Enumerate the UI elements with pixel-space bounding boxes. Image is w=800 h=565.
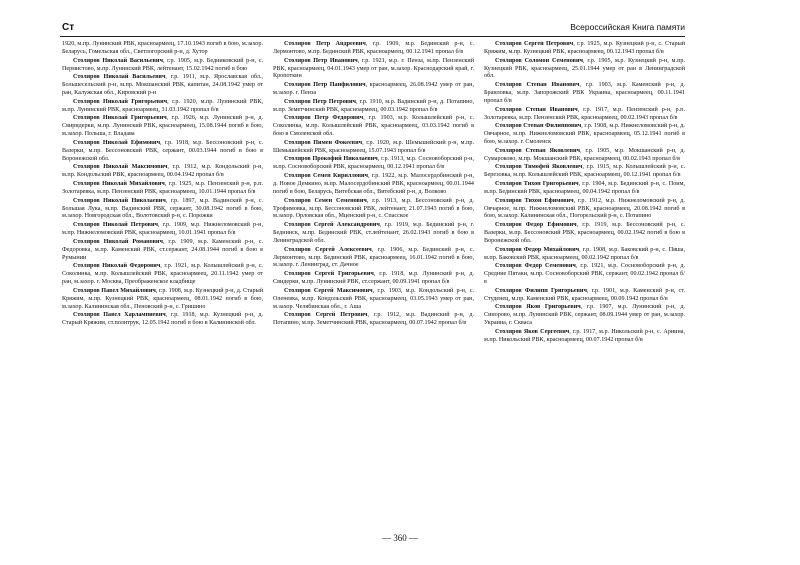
person-name: Столяров Николай Григорьевич ,: [73, 115, 168, 121]
header-book-title: Всероссийская Книга памяти: [570, 22, 685, 32]
memorial-entry: [62, 58, 263, 74]
person-name: Столяров Павел Михайлович ,: [73, 288, 157, 294]
person-details: г.р. 1925, м.р. Пензенский р-н, р.п. Золотаревка, м.пр. Пензенский РВК, красноармеец, 10.01.1944 пропал б/в: [62, 180, 263, 195]
page-number: — 360 —: [382, 533, 418, 543]
person-details: г.р. 1909, м.р. Нижнеломовский р-н, м.пр. Нижнеломовский РВК, красноармеец, 10.01.1941 пропал б/в: [62, 222, 263, 237]
person-details: г.р. 1919, м.р. Бессоновский р-н, с. Вазерки, м.пр. Бессоновский РВК, красноармеец, 00.02.1942 погиб в бою в Воронежской обл.: [484, 222, 685, 244]
memorial-entry: [484, 222, 685, 246]
memorial-entry: [273, 140, 474, 156]
memorial-entry: [62, 222, 263, 238]
memorial-entry: [273, 288, 474, 312]
header-section-mark: Ст: [62, 22, 75, 33]
memorial-entry: [62, 164, 263, 180]
memorial-entry: [273, 173, 474, 197]
person-details: г.р. 1912, м.р. Нижнеломовский р-н, д. Овчарное, м.пр. Нижнеломовский РВК, красноармеец, 20.08.1942 погиб в бою, м.захор. Калининская обл., Погорельский р-н, с. Потапино: [484, 197, 685, 220]
memorial-entry: [62, 288, 263, 312]
header-rule: [60, 36, 685, 37]
person-details: г.р. 1903, м.р. Колышлейский р-н, с. Соколинка, м.пр. Колышлейский РВК, красноармеец, 03.03.1942 погиб в бою в Смоленской обл.: [273, 115, 474, 138]
memorial-entry: [273, 198, 474, 222]
person-details: г.р. 1910, м.р. Вадинский р-н, д. Потапино, м.пр. Земетчинский РВК, красноармеец, 00.03.1942 пропал б/в: [273, 98, 474, 113]
person-name: Столяров Николай Михайлович ,: [73, 181, 166, 187]
person-name: Столяров Сергей Петрович ,: [495, 41, 575, 47]
memorial-entry: [273, 222, 474, 246]
memorial-entry: [62, 74, 263, 98]
memorial-entry: [484, 148, 685, 164]
person-name: Столяров Николай Максимович ,: [73, 164, 169, 170]
person-details: г.р. 1912, м.р. Кондольский р-н, м.пр. Кондольский РВК, красноармеец, 00.04.1942 пропал б/в: [62, 164, 263, 179]
person-details: г.р. 1903, м.р. Каменский р-н, д. Браиловка, м.пр. Запорожский РВК Украина, красноармеец, 00.11.1941 пропал б/в: [484, 82, 685, 104]
person-details: г.р. 1906, м.р. Бединский р-н, с. Лермонтово, м.пр. Бединский РВК, красноармеец, 16.01.1942 погиб в бою, м.захор. г. Ленинград, ст. Дачное: [273, 246, 474, 269]
person-name: Столяров Тихон Григорьевич ,: [495, 181, 580, 187]
person-details: г.р. 1919, м.р. Бединский р-н, г. Беднинск, м.пр. Бединский РВК, ст.лейтенант, 26.02.1943 погиб в бою в Ленинградской обл.: [273, 222, 474, 244]
person-name: Столяров Николай Петрович ,: [73, 222, 160, 228]
person-name: Столяров Федор Семенович ,: [495, 263, 577, 269]
memorial-entry: [484, 41, 685, 57]
memorial-entry: [273, 271, 474, 287]
text-columns: [62, 41, 685, 531]
memorial-entry: [484, 82, 685, 106]
memorial-entry: [273, 115, 474, 139]
person-details: г.р. 1921, м.р. Колышлейский р-н, с. Соколинка, м.пр. Колышлейский РВК, красноармеец, 20.11.1942 умер от ран, м.захор. г. Москва, Преображенское кладбище: [62, 263, 263, 286]
person-name: Столяров Степан Филиппович ,: [495, 123, 583, 129]
memorial-entry: [62, 181, 263, 197]
person-details: г.р. 1911, м.р. Ярославская обл., Большесельский р-н, м.пр. Мокшанский РВК, капитан, 24.08.1942 умер от ран, Калужская обл., Кировский р-н: [62, 74, 263, 97]
person-details: г.р. 1913, м.р. Сосновоборский р-н, м.пр. Сосновоборский РВК, красноармеец, 00.12.1941 пропал б/в: [273, 156, 474, 171]
memorial-entry: [62, 41, 263, 57]
memorial-entry: [62, 115, 263, 139]
person-details: г.р. 1909, м.р. Бединский р-н, с. Лермонтово, м.пр. Бединский РВК, красноармеец, 00.12.1941 пропал б/в: [273, 41, 474, 55]
person-name: Столяров Семен Кириллович ,: [284, 173, 370, 179]
memorial-entry: [273, 156, 474, 172]
person-name: Столяров Петр Петрович ,: [284, 99, 358, 105]
memorial-entry: [273, 41, 474, 57]
person-name: Столяров Николай Григорьевич ,: [73, 99, 169, 105]
column-1: [62, 41, 263, 531]
person-details: г.р. 1917, м.р. Пензенский р-н, р.п. Золотаревка, м.пр. Пензенский РВК, красноармеец, 00.02.1943 пропал б/в: [484, 106, 685, 121]
person-details: г.р. 1922, м.р. Малосердобинский р-н, д. Новое Демкино, м.пр. Малосердобинский РВК, красноармеец, 00.01.1944 погиб в бою, Беларусь, Витебская обл., Витебский р-н, д. Волково: [273, 173, 474, 195]
person-details: г.р. 1915, м.р. Колышлейский р-н, с. Березовка, м.пр. Колышлейский РВК, красноармеец, 00.12.1941 пропал б/в: [484, 164, 685, 179]
person-name: Столяров Сергей Александрович ,: [284, 222, 381, 228]
memorial-entry: [484, 304, 685, 328]
person-details: г.р. 1905, м.р. Мокшанский р-н, д. Сумароково, м.пр. Мокшанский РВК, красноармеец, 00.02.1943 пропал б/в: [484, 147, 685, 162]
memorial-entry: [484, 164, 685, 180]
memorial-entry: [484, 247, 685, 263]
person-details: г.р. 1917, м.р. Никольский р-н, с. Ариина, м.пр. Никольский РВК, красноармеец, 00.07.1942 пропал б/в: [484, 328, 685, 343]
person-name: Столяров Яков Сергеевич ,: [495, 329, 571, 335]
memorial-entry: [273, 247, 474, 271]
person-name: Столяров Степан Иванович ,: [495, 107, 579, 113]
person-name: Столяров Прокофий Николаевич ,: [284, 156, 379, 162]
person-details: красноармеец, 26.08.1942 умер от ран, м.захор. г. Пенза: [273, 82, 474, 97]
person-name: Столяров Петр Федорович ,: [284, 115, 365, 121]
column-3: [484, 41, 685, 531]
column-2: [273, 41, 474, 531]
person-name: Столяров Семен Семенович ,: [284, 198, 368, 204]
person-details: г.р. 1907, м.р. Лунинский р-н, д. Синорово, м.пр. Лунинский РВК, сержант, 08.09.1944 умер от ран, м.захор. Украина, г. Скваса: [484, 304, 685, 327]
person-name: Столяров Петр Панфилович ,: [284, 82, 367, 88]
memorial-entry: [484, 107, 685, 123]
memorial-entry: [62, 99, 263, 115]
person-details: г.р. 1909, м.р. Каменский р-н, с. Федоровка, м.пр. Каменский РВК, ст.сержант, 24.08.1944 погиб в бою в Румынии: [62, 238, 263, 261]
person-details: г.р. 1905, м.р. Бедниковский р-н, с. Пермистово, м.пр. Лунинский РВК, лейтенант, 15.02.1942 погиб в бою: [62, 57, 263, 72]
person-name: Столяров Николай Васильевич ,: [73, 58, 164, 64]
memorial-entry: [62, 198, 263, 222]
person-name: Столяров Николай Ефимович ,: [73, 140, 162, 146]
memorial-entry: [273, 99, 474, 115]
person-details: г.р. 1921, м.р. г. Пенза, м.пр. Пензенский РВК, красноармеец, 04.01.1943 умер от ран, м.захор. Краснодарский край, г. Кропоткин: [273, 57, 474, 80]
person-name: Столяров Сергей Григорьевич ,: [284, 271, 375, 277]
person-name: Столяров Сергей Алексеевич ,: [284, 247, 373, 253]
person-details: г.р. 1918, м.р. Кузнецкий р-н, д. Старый Кряжим, ст.политрук, 12.05.1942 погиб в бою в Калининской обл.: [62, 312, 263, 327]
person-name: Столяров Николай Федорович ,: [73, 263, 162, 269]
memorial-entry: [273, 312, 474, 328]
person-details: г.р. 1920, м.р. Шемышейский р-н, м.пр. Шемышейский РВК, красноармеец, 15.07.1943 пропал б/в: [273, 139, 474, 154]
person-name: Столяров Сергей Петрович ,: [284, 312, 369, 318]
memorial-entry: [484, 329, 685, 345]
person-details: г.р. 1913, м.р. Бессоновский р-н, д. Трофимовка, м.пр. Бессоновский РВК, лейтенант, 21.07.1943 погиб в бою, м.захор. Орловская обл., Мценский р-н, с. Спасское: [273, 197, 474, 220]
person-name: Столяров Сергей Максимович ,: [284, 288, 374, 294]
memorial-entry: [484, 123, 685, 147]
memorial-entry: [484, 263, 685, 287]
person-name: Столяров Федор Ефимович ,: [495, 222, 578, 228]
memorial-entry: [273, 82, 474, 98]
person-details: г.р. 1908, м.р. Кузнецкий р-н, д. Старый Кряжим, м.пр. Кузнецкий РВК, красноармеец, 08.01.1942 погиб в бою, м.захор. Калининская обл., Пеновский р-н, с. Гришино: [62, 287, 263, 310]
person-name: Столяров Павел Харлампиевич ,: [73, 312, 167, 318]
person-name: Столяров Николай Николаевич ,: [73, 198, 167, 204]
person-details: г.р. 1903, м.р. Кондольский р-н, с. Оленевка, м.пр. Кондольский РВК, красноармеец, 03.05.1943 умер от ран, м.захор. Челябинская обл., г. Аша: [273, 287, 474, 310]
person-details: 1920, м.пр. Лунинский РВК, красноармеец, 17.10.1943 погиб в бою, м.захор. Беларусь, Гомельская обл., Светлогорский р-н, д. Хутор: [62, 41, 263, 55]
person-details: г.р. 1920, м.пр. Лунинский РВК, м.пр. Лунинский РВК, красноармеец, 31.03.1942 пропал б/в: [62, 98, 263, 113]
person-name: Столяров Николай Васильевич ,: [73, 74, 167, 80]
person-name: Столяров Степан Яковлевич ,: [495, 148, 582, 154]
memorial-entry: [62, 263, 263, 287]
memorial-entry: [62, 140, 263, 164]
person-details: г.р. 1908, м.р. Нижнеломовский р-н, д. Овчарное, м.пр. Нижнеломовский РВК, красноармеец, 05.12.1941 погиб в бою, м.захор. г. Смоленск: [484, 123, 685, 146]
person-name: Столяров Степан Иванович ,: [495, 82, 581, 88]
person-details: г.р. 1918, м.р. Бессоновский р-н, с. Вазерки, м.пр. Бессоновский РВК, сержант, 00.03.1944 погиб в бою в Воронежской обл.: [62, 139, 263, 162]
person-details: г.р. 1908, м.р. Баковский р-н, с. Пяша, м.пр. Баковский РВК, красноармеец, 00.02.1942 пропал б/в: [484, 246, 685, 261]
memorial-entry: [484, 198, 685, 222]
person-details: г.р. 1905, м.р. Кузнецкий р-н, м.пр. Кузнецкий РВК, красноармеец, 25.01.1944 умер от ран в Ленинградской обл.: [484, 57, 685, 80]
person-details: г.р. 1897, м.р. Вадинский р-н, с. Большая Лука, м.пр. Вадинский РВК, сержант, 30.08.1942 погиб в бою, м.захор. Новгородская обл., Волотовский р-н, с. Порожки: [62, 197, 263, 220]
person-name: Столяров Петр Иванович ,: [284, 58, 359, 64]
memorial-entry: [62, 312, 263, 328]
person-name: Столяров Николай Романович ,: [73, 239, 164, 245]
person-name: Столяров Тимофей Яковлевич ,: [495, 164, 584, 170]
memorial-entry: [484, 288, 685, 304]
person-name: Столяров Яков Григорьевич ,: [495, 304, 582, 310]
person-details: г.р. 1901, м.р. Каменский р-н, ст. Студенец, м.пр. Каменский РВК, красноармеец, 00.09.1942 пропал б/в: [484, 287, 685, 302]
person-details: г.р. 1904, м.р. Бединский р-н, с. Поим, м.пр. Бединский РВК, красноармеец, 00.04.1942 пропал б/в: [484, 180, 685, 195]
memorial-entry: [62, 239, 263, 263]
person-details: г.р. 1925, м.р. Кузнецкий р-н, с. Старый Кряжим, м.пр. Кузнецкий РВК, красноармеец, 00.12.1943 пропал б/в: [484, 41, 685, 55]
person-name: Столяров Соломон Семенович ,: [495, 58, 585, 64]
person-name: Столяров Петр Андреевич ,: [284, 41, 367, 47]
memorial-entry: [484, 58, 685, 82]
memorial-entry: [484, 181, 685, 197]
person-name: Столяров Тихон Ефимович ,: [495, 198, 575, 204]
person-details: г.р. 1918, м.р. Лунинский р-н, д. Свидерки, м.пр. Лунинский РВК, ст.сержант, 00.09.1941 пропал б/в: [273, 271, 474, 286]
person-details: г.р. 1912, м.р. Вадинский р-н, д. Потапино, м.пр. Земетчинский РВК, красноармеец, 00.07.1942 пропал б/в: [273, 312, 474, 327]
person-details: г.р. 1926, м.р. Лунинский р-н, д. Свиридерки, м.пр. Лунинский РВК, красноармеец, 15.08.1944 погиб в бою, м.захор. Польша, г. Владава: [62, 115, 263, 138]
person-name: Столяров Филипп Григорьевич ,: [495, 288, 588, 294]
memorial-entry: [273, 58, 474, 82]
person-details: г.р. 1921, м.р. Сосновоборский р-н, д. Средние Пятаки, м.пр. Сосновоборский РВК, сержант, 00.02.1942 пропал б/в: [484, 263, 685, 286]
person-name: Столяров Федор Михайлович ,: [495, 247, 581, 253]
person-name: Столяров Пимен Фокеевич ,: [284, 140, 364, 146]
